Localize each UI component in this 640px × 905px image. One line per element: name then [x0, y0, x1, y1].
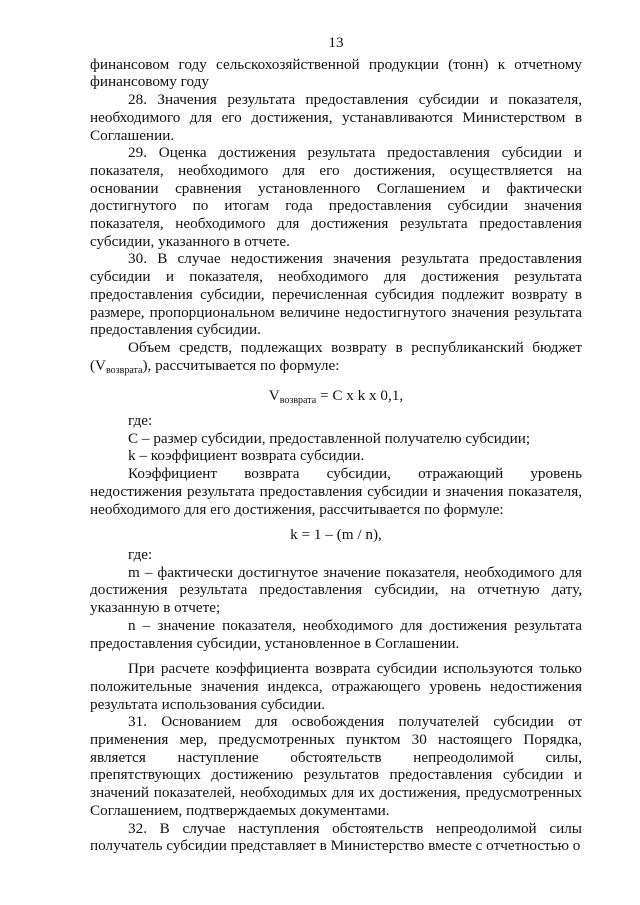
page-number: 13: [328, 34, 344, 51]
definition-c: C – размер субсидии, предоставленной получателю субсидии;: [128, 429, 531, 447]
formula-return-volume: [90, 387, 582, 410]
return-volume-text-b: ), рассчитывается по формуле:: [142, 356, 340, 374]
return-volume-subscript: возврата: [106, 364, 143, 376]
paragraph-continuation: финансовом году сельскохозяйственной продукции (тонн) к отчетному финансовому году: [90, 55, 582, 91]
return-volume-text-a: Объем средств, подлежащих возврату в республиканский бюджет (V: [90, 338, 582, 374]
definition-n: n – значение показателя, необходимого для достижения результата предоставления субсидии, установленное в Соглашении.: [90, 616, 582, 652]
paragraph-calculation-note: При расчете коэффициента возврата субсидии используются только положительные значения индекса, отражающего уровень недостижения результата использования субсидии.: [90, 660, 582, 713]
paragraph-29: 29. Оценка достижения результата предоставления субсидии и показателя, необходимого для его достижения, осуществляется на основании сравнения установленного Соглашением и фактически достигнутого по итогам года предоставления субсидии значения показателя, необходимого для достижения результата предоставления субсидии, указанного в отчете.: [90, 144, 582, 250]
formula1-rest: = C x k x 0,1,: [316, 387, 404, 405]
paragraph-coefficient: Коэффициент возврата субсидии, отражающий уровень недостижения результата предоставления субсидии и значения показателя, необходимого для его достижения, рассчитывается по формуле:: [90, 465, 582, 518]
where-label-1: где:: [128, 412, 153, 430]
paragraph-return-volume: [90, 339, 582, 379]
formula-coefficient: k = 1 – (m / n),: [290, 526, 382, 544]
paragraph-32: 32. В случае наступления обстоятельств непреодолимой силы получатель субсидии представляет в Министерство вместе с отчетностью о: [90, 819, 582, 855]
definition-k: k – коэффициент возврата субсидии.: [128, 447, 365, 465]
where-label-2: где:: [128, 545, 153, 563]
paragraph-30: 30. В случае недостижения значения результата предоставления субсидии и показателя, необходимого для достижения результата предоставления субсидии, перечисленная субсидия подлежит возврату в размере, пропорциональном величине недостигнутого значения результата предоставления субсидии.: [90, 250, 582, 339]
paragraph-28: 28. Значения результата предоставления субсидии и показателя, необходимого для его достижения, устанавливаются Министерством в Соглашении.: [90, 91, 582, 144]
formula1-subscript: возврата: [279, 395, 317, 407]
formula1-v: V: [268, 387, 280, 405]
definition-m: m – фактически достигнутое значение показателя, необходимого для достижения результата предоставления субсидии, на отчетную дату, указанную в отчете;: [90, 563, 582, 617]
paragraph-31: 31. Основанием для освобождения получателей субсидии от применения мер, предусмотренных пунктом 30 настоящего Порядка, является наступление обстоятельств непреодолимой силы, препятствующих достижению результатов предоставления субсидии и значений показателей, необходимых для их достижения, предусмотренных Соглашением, подтверждаемых документами.: [90, 713, 582, 819]
document-page: [90, 34, 582, 855]
